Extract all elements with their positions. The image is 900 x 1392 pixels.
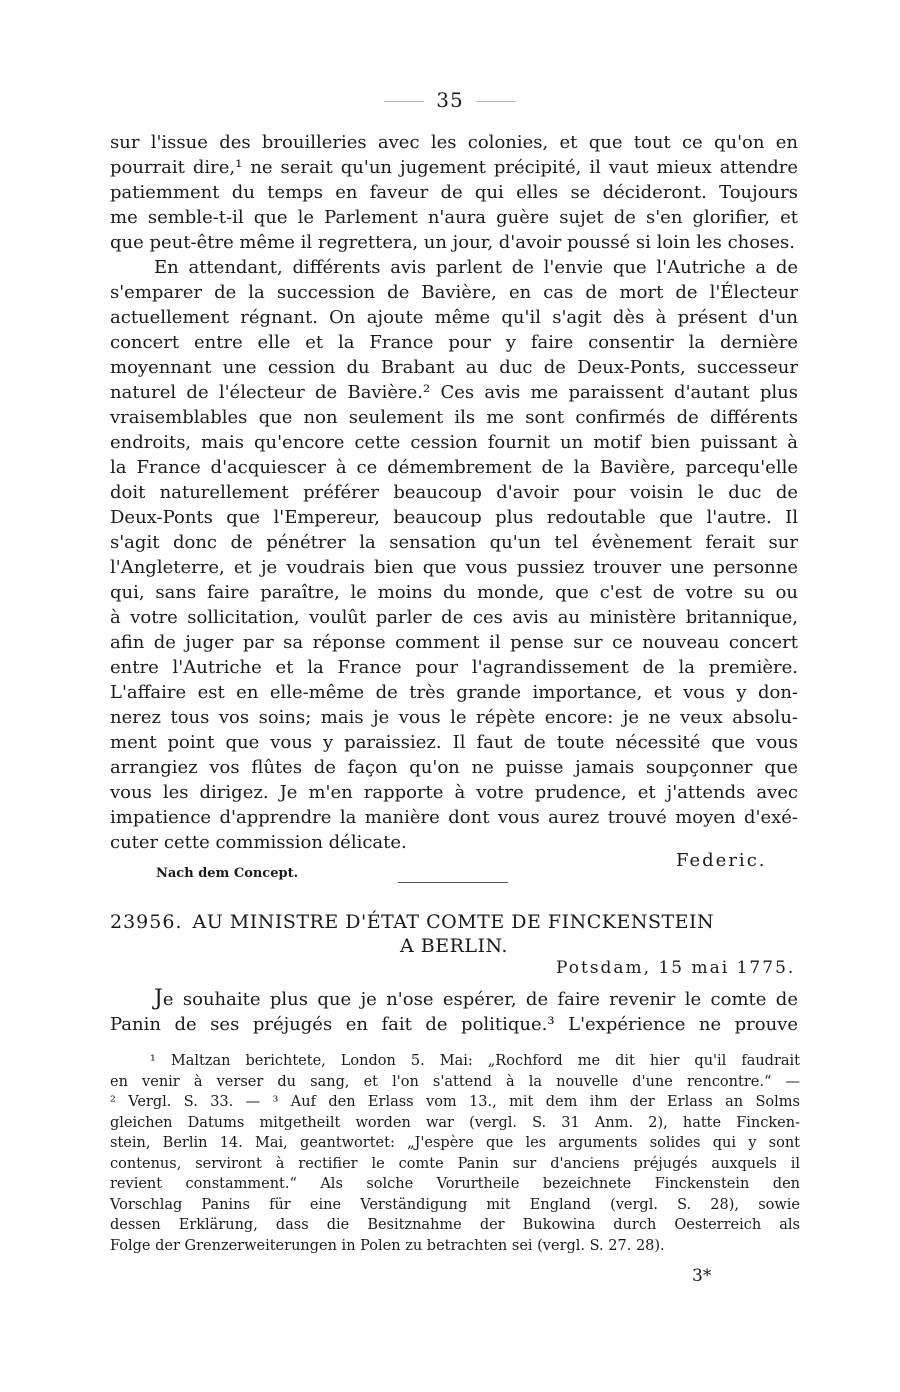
page-number-ornament-left bbox=[384, 101, 424, 102]
paragraph-2-line: à votre sollicitation, voulût parler de ces avis au ministère britannique, bbox=[110, 607, 798, 628]
letter-2-line: Panin de ses préjugés en fait de politique.³ L'expérience ne prouve bbox=[110, 1014, 798, 1035]
footnote-line: Folge der Grenzerweiterungen in Polen zu betrachten sei (vergl. S. 27. 28). bbox=[110, 1237, 665, 1254]
letter-2-line bbox=[110, 986, 798, 1012]
footnote-line: ¹ Maltzan berichtete, London 5. Mai: „Rochford me dit hier qu'il faudrait bbox=[150, 1053, 800, 1069]
footnote-line: dessen Erklärung, dass die Besitznahme der Bukowina durch Oesterreich als bbox=[110, 1217, 800, 1233]
paragraph-2-line: s'agit donc de pénétrer la sensation qu'un tel évènement ferait sur bbox=[110, 532, 798, 553]
paragraph-1-line: pourrait dire,¹ ne serait qu'un jugement précipité, il vaut mieux attendre bbox=[110, 157, 798, 178]
footnotes bbox=[110, 1051, 800, 1256]
letter-2-body bbox=[110, 986, 798, 1037]
page-number-ornament-right bbox=[476, 101, 516, 102]
footnote-line: en venir à verser du sang, et l'on s'attend à la nouvelle d'une rencontre.“ — bbox=[110, 1073, 800, 1090]
signature-mark: 3* bbox=[692, 1266, 712, 1286]
dateline: Potsdam, 15 mai 1775. bbox=[556, 958, 796, 978]
paragraph-2-line: naturel de l'électeur de Bavière.² Ces avis me paraissent d'autant plus bbox=[110, 382, 798, 403]
heading-line-1 bbox=[110, 910, 798, 934]
paragraph-2-line: s'emparer de la succession de Bavière, en cas de mort de l'Électeur bbox=[110, 282, 798, 303]
letter-body bbox=[110, 130, 798, 855]
paragraph-2-line: ment point que vous y paraissiez. Il faut de toute nécessité que vous bbox=[110, 732, 798, 753]
paragraph-2-line: moyennant une cession du Brabant au duc de Deux-Ponts, successeur bbox=[110, 357, 798, 378]
footnote-line: contenus, serviront à rectifier le comte Panin sur d'anciens préjugés auxquels il bbox=[110, 1155, 800, 1172]
heading-title: AU MINISTRE D'ÉTAT COMTE DE FINCKENSTEIN bbox=[192, 911, 715, 933]
paragraph-2-line: L'affaire est en elle-même de très grande importance, et vous y don- bbox=[110, 682, 798, 703]
paragraph-2-line: concert entre elle et la France pour y faire consentir la dernière bbox=[110, 332, 798, 353]
paragraph-1-line: que peut-être même il regrettera, un jour, d'avoir poussé si loin les choses. bbox=[110, 232, 795, 253]
page-number-text: 35 bbox=[436, 88, 464, 112]
paragraph-2-line: afin de juger par sa réponse comment il pense sur ce nouveau concert bbox=[110, 632, 798, 653]
source-note: Nach dem Concept. bbox=[156, 866, 299, 881]
paragraph-1-line: sur l'issue des brouilleries avec les colonies, et que tout ce qu'on en bbox=[110, 132, 798, 153]
footnote-line: revient constamment.“ Als solche Vorurtheile bezeichnete Finckenstein den bbox=[110, 1176, 800, 1192]
paragraph-2-line: vous les dirigez. Je m'en rapporte à votre prudence, et j'attends avec bbox=[110, 782, 798, 803]
signature: Federic. bbox=[676, 850, 767, 871]
paragraph-2-line: nerez tous vos soins; mais je vous le répète encore: je ne veux absolu- bbox=[110, 707, 798, 728]
paragraph-2-line: endroits, mais qu'encore cette cession fournit un motif bien puissant à bbox=[110, 432, 798, 453]
paragraph-2-line: impatience d'apprendre la manière dont vous aurez trouvé moyen d'exé- bbox=[110, 807, 798, 828]
paragraph-2-line: actuellement régnant. On ajoute même qu'il s'agit dès à présent d'un bbox=[110, 307, 798, 328]
footnote-line: Vorschlag Panins für eine Verständigung mit England (vergl. S. 28), sowie bbox=[110, 1196, 800, 1213]
paragraph-2-line: l'Angleterre, et je voudrais bien que vous pussiez trouver une personne bbox=[110, 557, 798, 578]
paragraph-2-line: entre l'Autriche et la France pour l'agrandissement de la première. bbox=[110, 657, 798, 678]
initial-letter: J bbox=[154, 986, 163, 1011]
paragraph-2-line: doit naturellement préférer beaucoup d'avoir pour voisin le duc de bbox=[110, 482, 798, 503]
paragraph-2-line: cuter cette commission délicate. bbox=[110, 832, 407, 853]
letter-2-line-1-text: e souhaite plus que je n'ose espérer, de faire revenir le comte de bbox=[162, 989, 798, 1010]
heading-line-2: A BERLIN. bbox=[400, 935, 508, 957]
paragraph-1-line: me semble-t-il que le Parlement n'aura guère sujet de s'en glorifier, et bbox=[110, 207, 798, 228]
paragraph-2-line: En attendant, différents avis parlent de l'envie que l'Autriche a de bbox=[154, 257, 798, 278]
page-number bbox=[0, 88, 900, 112]
document-heading bbox=[110, 910, 798, 958]
footnote-line: ² Vergl. S. 33. — ³ Auf den Erlass vom 13., mit dem ihm der Erlass an Solms bbox=[110, 1094, 800, 1110]
paragraph-2-line: vraisemblables que non seulement ils me sont confirmés de différents bbox=[110, 407, 798, 428]
paragraph-1-line: patiemment du temps en faveur de qui elles se décideront. Toujours bbox=[110, 182, 798, 203]
document-number: 23956. bbox=[110, 911, 183, 933]
paragraph-2-line: arrangiez vos flûtes de façon qu'on ne puisse jamais soupçonner que bbox=[110, 757, 798, 778]
section-divider bbox=[398, 882, 508, 883]
paragraph-2-line: Deux-Ponts que l'Empereur, beaucoup plus redoutable que l'autre. Il bbox=[110, 507, 798, 528]
paragraph-2-line: qui, sans faire paraître, le moins du monde, que c'est de votre su ou bbox=[110, 582, 798, 603]
footnote-line: gleichen Datums mitgetheilt worden war (vergl. S. 31 Anm. 2), hatte Fincken- bbox=[110, 1114, 800, 1131]
paragraph-2-line: la France d'acquiescer à ce démembrement de la Bavière, parcequ'elle bbox=[110, 457, 798, 478]
footnote-line: stein, Berlin 14. Mai, geantwortet: „J'espère que les arguments solides qui y sont bbox=[110, 1135, 800, 1151]
